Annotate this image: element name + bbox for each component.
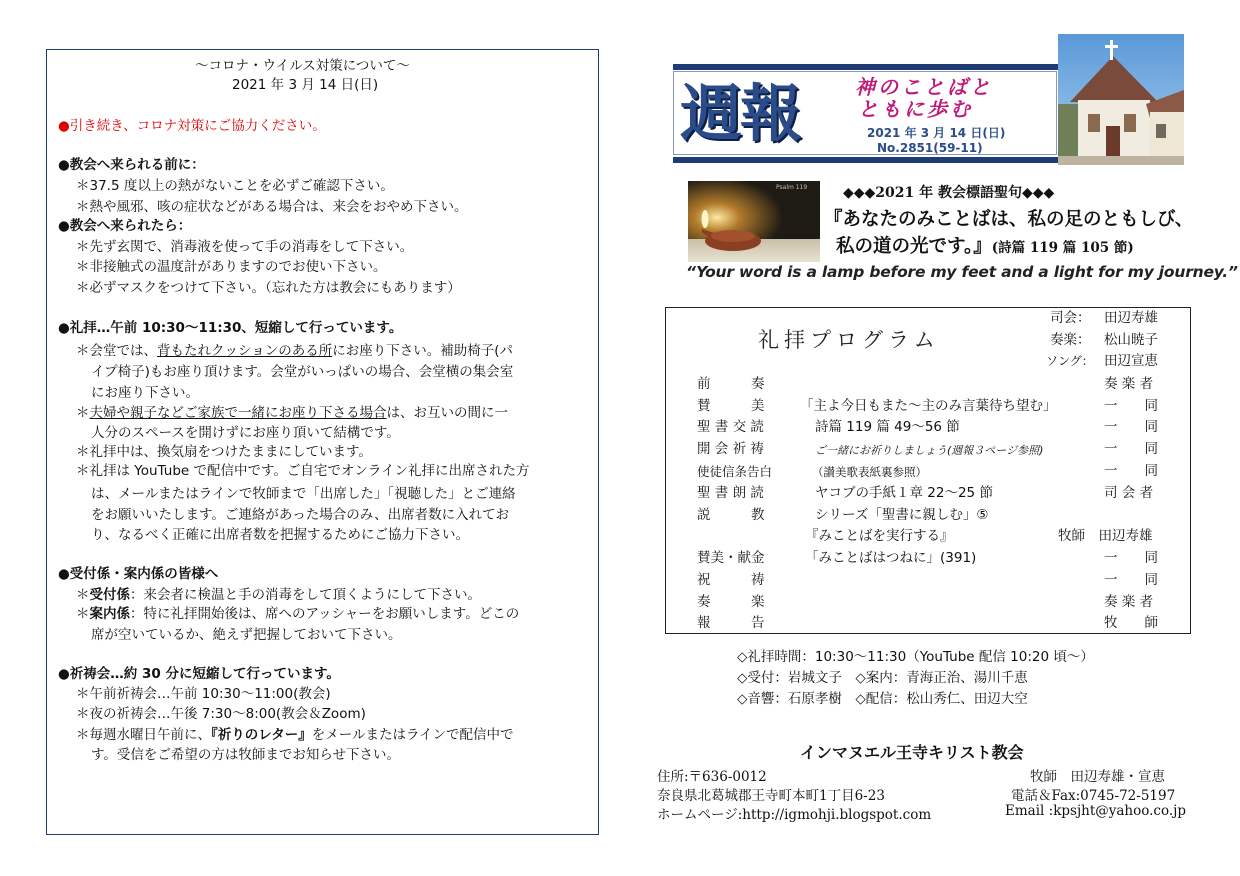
section-worship-heading: ●礼拝…午前 10:30～11:30、短縮して行っています。 <box>58 320 403 336</box>
oil-lamp-illustration <box>688 181 820 262</box>
program-item-leader: 一 同 <box>1104 419 1158 435</box>
program-item-detail: （讃美歌表紙裏参照） <box>812 465 927 479</box>
program-item-detail: 「みことばはつねに」(391) <box>805 550 977 566</box>
bold-label: 案内係 <box>89 606 130 622</box>
list-item <box>76 343 513 360</box>
list-item-cont: は、メールまたはラインで牧師まで「出席した」「視聴した」とご連絡 <box>91 486 516 502</box>
role-label: ソング： <box>1046 354 1094 368</box>
corona-date: 2021 年 3 月 14 日(日) <box>232 77 379 93</box>
list-item: ＊必ずマスクをつけて下さい。（忘れた方は教会にもあります） <box>76 280 461 296</box>
program-item-detail: シリーズ「聖書に親しむ」⑤ <box>815 507 989 523</box>
program-item-leader: 一 同 <box>1104 550 1158 566</box>
homepage-link: ホームページ:http://igmohji.blogspot.com <box>657 807 932 823</box>
program-item-leader: 牧師 田辺寿雄 <box>1058 528 1153 544</box>
list-item-cont: をお願いいたします。ご連絡があった場合のみ、出席者数に入れてお <box>91 507 510 523</box>
program-title: 礼拝プログラム <box>758 328 940 352</box>
list-item: ＊非接触式の温度計がありますのでお使い下さい。 <box>76 259 387 275</box>
email-line <box>1005 803 1186 819</box>
program-item-leader: 一 同 <box>1104 572 1158 588</box>
list-item <box>76 405 508 422</box>
program-item-label: 聖 書 交 読 <box>697 419 764 435</box>
program-item-label: 賛 美 <box>697 398 765 414</box>
list-item-cont: 人分のスペースを開けずにお座り頂いて結構です。 <box>91 425 400 441</box>
program-item-leader: 一 同 <box>1104 441 1158 457</box>
list-item: ＊夜の祈祷会…午後 7:30～8:00(教会＆Zoom) <box>76 706 366 722</box>
role-name: 田辺寿雄 <box>1104 310 1158 326</box>
list-item-cont: 席が空いているか、絶えず把握しておいて下さい。 <box>91 627 402 643</box>
notice-line: ●引き続き、コロナ対策にご協力ください。 <box>58 118 326 134</box>
section-arrival-heading: ●教会へ来られたら： <box>58 218 192 234</box>
verse-text: 私の道の光です。』 <box>836 236 992 257</box>
text-span: にお座り下さい。補助椅子(パ <box>332 343 514 359</box>
text-span: をメールまたはラインで配信中で <box>311 727 514 743</box>
bulletin-number: No.2851(59-11) <box>877 141 983 155</box>
program-item-leader: 奏 楽 者 <box>1104 594 1154 610</box>
church-name: インマヌエル王寺キリスト教会 <box>800 743 1024 762</box>
motto-line-2: ともに歩む <box>858 97 973 121</box>
list-item <box>76 727 514 744</box>
program-item-label: 祝 祷 <box>697 572 765 588</box>
lamp-photo <box>688 181 820 262</box>
bold-text: 『祈りのレター』 <box>211 727 312 743</box>
english-verse: “Your word is a lamp before my feet and a light for my journey.” <box>686 263 1238 281</box>
list-item-cont: イプ椅子)もお座り頂けます。会堂がいっぱいの場合、会堂横の集会室 <box>91 364 514 380</box>
program-item-label: 前 奏 <box>697 376 765 392</box>
list-item-cont: す。受信をご希望の方は牧師までお知らせ下さい。 <box>91 747 401 763</box>
email-label: Email <box>1005 803 1045 819</box>
list-item <box>76 606 519 623</box>
verse-reference: (詩篇 119 篇 105 節) <box>991 240 1134 256</box>
program-item-detail: ヤコブの手紙１章 22～25 節 <box>815 485 993 501</box>
address-street: 奈良県北葛城郡王寺町本町1丁目6-23 <box>657 788 885 804</box>
section-before-heading: ●教会へ来られる前に： <box>58 157 205 173</box>
text-span: ：来会者に検温と手の消毒をして頂くようにして下さい。 <box>130 587 481 603</box>
program-item-label: 開 会 祈 祷 <box>697 441 764 457</box>
program-item-label: 使徒信条告白 <box>697 464 773 479</box>
program-item-detail: 詩篇 119 篇 49～56 節 <box>815 419 960 435</box>
photo-caption: Psalm 119 <box>776 184 808 191</box>
text-span: ＊ <box>76 587 90 603</box>
program-item-label: 説 教 <box>697 507 765 523</box>
text-span: ＊ <box>76 405 90 421</box>
role-label: 奏楽： <box>1050 332 1091 348</box>
program-item-leader: 奏 楽 者 <box>1104 376 1154 392</box>
sound-broadcast: ◇音響：石原孝樹 ◇配信：松山秀仁、田辺大空 <box>737 691 1028 707</box>
service-time: ◇礼拝時間：10:30～11:30（YouTube 配信 10:20 頃～） <box>737 649 1094 665</box>
underlined-text: 背もたれクッションのある所 <box>157 343 333 359</box>
text-span: ＊会堂では、 <box>76 343 157 359</box>
list-item-cont: にお座り下さい。 <box>91 385 199 401</box>
verse-line-2 <box>836 232 1134 258</box>
reception-guide: ◇受付：岩城文子 ◇案内：青海正治、湯川千恵 <box>737 670 1028 686</box>
verse-line-1: 『あなたのみことばは、私の足のともしび、 <box>824 209 1194 230</box>
motto-line-1: 神のことばと <box>855 75 993 99</box>
header-bar-bottom <box>673 157 1065 163</box>
sermon-title: 『みことばを実行する』 <box>805 528 954 544</box>
list-item: ＊礼拝は YouTube で配信中です。ご自宅でオンライン礼拝に出席された方 <box>76 463 530 479</box>
pastor-names: 牧師 田辺寿雄・宣恵 <box>1030 769 1165 785</box>
program-item-leader: 司 会 者 <box>1104 485 1154 501</box>
program-item-label: 賛美・献金 <box>697 550 765 566</box>
section-prayer-heading: ●祈祷会…約 30 分に短縮して行っています。 <box>58 666 340 682</box>
text-span: ：特に礼拝開始後は、席へのアッシャーをお願いします。どこの <box>130 606 520 622</box>
role-label: 司会： <box>1050 310 1091 326</box>
section-staff-heading: ●受付係・案内係の皆様へ <box>58 566 219 582</box>
bold-label: 受付係 <box>89 587 130 603</box>
bulletin-logo: 週報 <box>680 77 801 150</box>
list-item: ＊熱や風邪、咳の症状などがある場合は、来会をおやめ下さい。 <box>76 199 468 215</box>
role-name: 松山暁子 <box>1104 332 1158 348</box>
program-item-leader: 一 同 <box>1104 463 1158 479</box>
program-item-label: 報 告 <box>697 615 765 631</box>
list-item: ＊37.5 度以上の熱がないことを必ずご確認下さい。 <box>76 178 394 194</box>
underlined-text: 夫婦や親子などご家族で一緒にお座り下さる場合 <box>89 405 387 421</box>
corona-title: ～コロナ・ウイルス対策について～ <box>195 58 410 74</box>
address-postal: 住所:〒636-0012 <box>657 769 767 785</box>
bulletin-date: 2021 年 3 月 14 日(日) <box>867 126 1006 140</box>
list-item-cont: り、なるべく正確に出席者数を把握するためにご協力下さい。 <box>91 527 469 543</box>
program-item-leader: 一 同 <box>1104 398 1158 414</box>
email-address: :kpsjht@yahoo.co.jp <box>1048 803 1186 819</box>
text-span: ＊ <box>76 606 90 622</box>
verse-heading: ◆◆◆2021 年 教会標語聖句◆◆◆ <box>843 185 1055 201</box>
list-item <box>76 587 481 604</box>
church-illustration <box>1058 34 1184 165</box>
role-name: 田辺宣恵 <box>1104 353 1158 369</box>
church-photo <box>1058 34 1184 165</box>
header-bar-top <box>673 64 1063 70</box>
program-item-detail: 「主よ今日もまた～主のみ言葉待ち望む」 <box>800 398 1057 414</box>
program-item-detail: ご一緒にお祈りしましょう(週報３ページ参照) <box>815 444 1044 457</box>
program-item-leader: 牧 師 <box>1104 615 1158 631</box>
list-item: ＊先ず玄関で、消毒液を使って手の消毒をして下さい。 <box>76 239 414 255</box>
program-item-label: 聖 書 朗 読 <box>697 485 764 501</box>
list-item: ＊午前祈祷会…午前 10:30～11:00(教会) <box>76 686 331 702</box>
text-span: は、お互いの間に一 <box>386 405 508 421</box>
program-item-label: 奏 楽 <box>697 594 765 610</box>
text-span: ＊毎週水曜日午前に、 <box>76 727 211 743</box>
list-item: ＊礼拝中は、換気扇をつけたままにしています。 <box>76 444 372 460</box>
phone-fax: 電話＆Fax:0745-72-5197 <box>1011 788 1176 804</box>
